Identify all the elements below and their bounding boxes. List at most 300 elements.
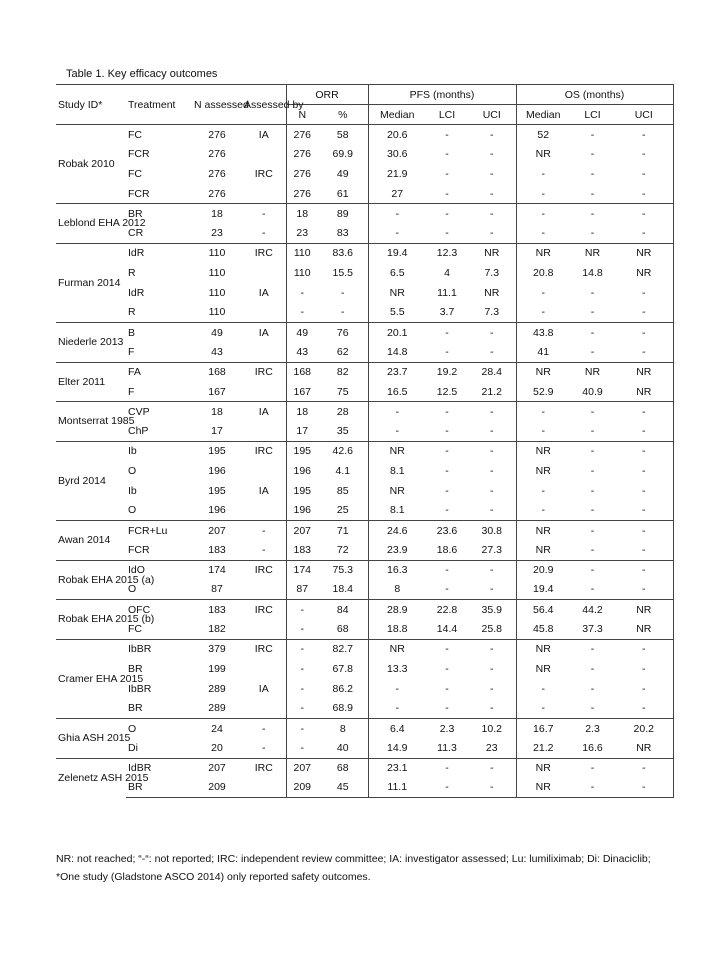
os-uci-cell: - bbox=[615, 659, 673, 679]
orr-pct-cell: 42.6 bbox=[318, 441, 368, 461]
pfs-lci-cell: - bbox=[426, 778, 468, 798]
pfs-lci-cell: - bbox=[445, 345, 449, 358]
orr-n-cell: 87 bbox=[286, 580, 318, 600]
os-lci-cell: 16.6 bbox=[582, 741, 603, 754]
orr-n-cell: 276 bbox=[286, 144, 318, 164]
pfs-uci-cell: 27.3 bbox=[481, 543, 502, 556]
os-uci-cell: - bbox=[615, 501, 673, 521]
n-assessed-cell: 17 bbox=[211, 425, 223, 438]
os-lci-cell: - bbox=[590, 306, 595, 319]
header-orr-n: N bbox=[286, 105, 318, 125]
orr-pct-cell: 67.8 bbox=[332, 662, 353, 675]
pfs-uci-cell: - bbox=[468, 758, 516, 778]
study-group bbox=[56, 560, 673, 600]
os-median-cell: NR bbox=[516, 540, 570, 560]
os-lci-cell: - bbox=[590, 504, 595, 517]
orr-n-cell: 195 bbox=[286, 441, 318, 461]
pfs-lci-cell: - bbox=[445, 662, 449, 675]
orr-n-cell: 167 bbox=[286, 382, 318, 402]
pfs-lci-cell: - bbox=[426, 402, 468, 422]
n-assessed-cell: 207 bbox=[192, 758, 242, 778]
os-lci-cell: - bbox=[590, 464, 595, 477]
orr-pct-cell: - bbox=[341, 286, 345, 299]
os-lci-cell: NR bbox=[570, 243, 615, 263]
study-group bbox=[56, 362, 673, 402]
orr-pct-cell: 68 bbox=[336, 623, 349, 636]
n-assessed-cell: 276 bbox=[208, 148, 226, 161]
pfs-uci-cell: - bbox=[468, 778, 516, 798]
pfs-median-cell: 8.1 bbox=[368, 461, 426, 481]
table-row bbox=[56, 501, 673, 521]
pfs-lci-cell: - bbox=[445, 682, 449, 695]
orr-n-cell: 110 bbox=[286, 263, 318, 283]
os-lci-cell: - bbox=[570, 778, 615, 798]
treatment-cell: BR bbox=[128, 662, 143, 675]
assessed-by-cell: - bbox=[262, 741, 266, 754]
os-median-cell: 52 bbox=[516, 125, 570, 145]
assessed-by-cell: IRC bbox=[242, 639, 286, 659]
os-median-cell: 43.8 bbox=[516, 322, 570, 342]
table-row bbox=[56, 461, 673, 481]
treatment-cell: F bbox=[128, 385, 135, 398]
orr-pct-cell: 58 bbox=[318, 125, 368, 145]
orr-n-cell: 196 bbox=[286, 501, 318, 521]
orr-n-cell: - bbox=[286, 679, 318, 699]
n-assessed-cell: 289 bbox=[208, 702, 226, 715]
orr-pct-cell: 69.9 bbox=[332, 148, 353, 161]
pfs-uci-cell: - bbox=[490, 702, 494, 715]
os-uci-cell: - bbox=[615, 402, 673, 422]
assessed-by-cell: - bbox=[262, 227, 266, 240]
pfs-uci-cell: 21.2 bbox=[481, 385, 502, 398]
pfs-uci-cell: - bbox=[490, 682, 494, 695]
treatment-cell: IdR bbox=[126, 243, 192, 263]
pfs-median-cell: 6.5 bbox=[368, 263, 426, 283]
os-uci-cell: - bbox=[615, 758, 673, 778]
os-median-cell: 45.8 bbox=[516, 619, 570, 639]
orr-pct-cell: 82.7 bbox=[318, 639, 368, 659]
os-uci-cell: - bbox=[615, 322, 673, 342]
pfs-median-cell: 5.5 bbox=[368, 303, 426, 323]
pfs-uci-cell: - bbox=[490, 464, 494, 477]
os-lci-cell: - bbox=[590, 662, 595, 675]
pfs-lci-cell: 2.3 bbox=[426, 718, 468, 738]
n-assessed-cell: 49 bbox=[192, 322, 242, 342]
pfs-lci-cell: - bbox=[426, 758, 468, 778]
table-row bbox=[56, 164, 673, 184]
study-id-cell: Ghia ASH 2015 bbox=[56, 718, 126, 758]
pfs-lci-cell: - bbox=[445, 583, 449, 596]
os-lci-cell: - bbox=[570, 520, 615, 540]
table-row bbox=[56, 421, 673, 441]
orr-pct-cell: 85 bbox=[336, 484, 349, 497]
table-row bbox=[56, 520, 673, 540]
assessed-by-cell bbox=[242, 699, 286, 719]
os-uci-cell: - bbox=[615, 778, 673, 798]
os-uci-cell: - bbox=[615, 303, 673, 323]
assessed-by-cell bbox=[242, 619, 286, 639]
study-id-cell: Robak EHA 2015 (a) bbox=[56, 560, 126, 600]
pfs-uci-cell: 30.8 bbox=[468, 520, 516, 540]
pfs-median-cell: 16.5 bbox=[368, 382, 426, 402]
n-assessed-cell: 24 bbox=[192, 718, 242, 738]
assessed-by-cell: IRC bbox=[254, 167, 273, 180]
study-group bbox=[56, 520, 673, 560]
n-assessed-cell: 183 bbox=[192, 600, 242, 620]
os-uci-cell: - bbox=[615, 441, 673, 461]
assessed-by-cell: IRC bbox=[242, 758, 286, 778]
pfs-lci-cell: - bbox=[445, 227, 449, 240]
n-assessed-cell: 195 bbox=[208, 484, 226, 497]
table-row bbox=[56, 441, 673, 461]
treatment-cell: BR bbox=[128, 702, 143, 715]
pfs-lci-cell: - bbox=[426, 204, 468, 224]
n-assessed-cell: 196 bbox=[208, 464, 226, 477]
orr-pct-cell: 82 bbox=[318, 362, 368, 382]
os-lci-cell: - bbox=[570, 125, 615, 145]
table-row bbox=[56, 184, 673, 204]
orr-pct-cell: 25 bbox=[336, 504, 349, 517]
orr-pct-cell: 84 bbox=[318, 600, 368, 620]
os-lci-cell: - bbox=[590, 167, 595, 180]
os-lci-cell: - bbox=[590, 148, 595, 161]
pfs-uci-cell: - bbox=[490, 583, 494, 596]
os-lci-cell: 14.8 bbox=[582, 266, 603, 279]
pfs-median-cell: 18.8 bbox=[368, 619, 426, 639]
n-assessed-cell: 43 bbox=[211, 345, 223, 358]
pfs-uci-cell: - bbox=[468, 560, 516, 580]
os-uci-cell: NR bbox=[615, 263, 673, 283]
os-median-cell: - bbox=[516, 421, 570, 441]
table-row bbox=[56, 758, 673, 778]
assessed-by-cell: - bbox=[242, 204, 286, 224]
orr-n-cell: - bbox=[286, 619, 318, 639]
header-os-uci: UCI bbox=[615, 105, 673, 125]
pfs-median-cell: 13.3 bbox=[368, 659, 426, 679]
orr-pct-cell: 89 bbox=[318, 204, 368, 224]
pfs-median-cell: 23.7 bbox=[368, 362, 426, 382]
n-assessed-cell: 379 bbox=[192, 639, 242, 659]
pfs-uci-cell: - bbox=[490, 345, 494, 358]
os-lci-cell: - bbox=[570, 204, 615, 224]
header-os-lci: LCI bbox=[570, 105, 615, 125]
pfs-median-cell: NR bbox=[368, 481, 426, 501]
os-lci-cell: - bbox=[590, 543, 595, 556]
study-group bbox=[56, 322, 673, 362]
orr-pct-cell: 68.9 bbox=[332, 702, 353, 715]
treatment-cell: FC bbox=[128, 623, 142, 636]
treatment-cell: IbBR bbox=[126, 639, 192, 659]
pfs-uci-cell: - bbox=[468, 441, 516, 461]
study-id-cell: Robak 2010 bbox=[56, 125, 126, 204]
assessed-by-cell: IRC bbox=[242, 560, 286, 580]
n-assessed-cell: 289 bbox=[208, 682, 226, 695]
assessed-by-cell: IRC bbox=[242, 600, 286, 620]
pfs-lci-cell: 23.6 bbox=[426, 520, 468, 540]
header-orr-pct: % bbox=[318, 105, 368, 125]
os-median-cell: NR bbox=[516, 441, 570, 461]
os-median-cell: - bbox=[516, 679, 570, 699]
os-median-cell: - bbox=[516, 283, 570, 303]
orr-pct-cell: 72 bbox=[336, 543, 349, 556]
header-n-assessed: N assessed bbox=[192, 85, 242, 125]
pfs-uci-cell: - bbox=[468, 322, 516, 342]
treatment-cell: FC bbox=[128, 167, 142, 180]
table-row bbox=[56, 402, 673, 422]
os-lci-cell: 2.3 bbox=[570, 718, 615, 738]
pfs-median-cell: - bbox=[368, 699, 426, 719]
orr-pct-cell: 83.6 bbox=[318, 243, 368, 263]
assessed-by-cell: IA bbox=[242, 125, 286, 145]
pfs-lci-cell: - bbox=[445, 148, 449, 161]
os-uci-cell: - bbox=[615, 223, 673, 243]
orr-n-cell: 195 bbox=[286, 481, 318, 501]
orr-n-cell: - bbox=[286, 639, 318, 659]
table-footnote: NR: not reached; “-“: not reported; IRC: independent review committee; IA: investigator assessed; Lu: lumiliximab; Di: Dinaciclib; *One study (Gladstone ASCO 2014) only reported safety outcomes. bbox=[56, 853, 651, 883]
orr-n-cell: 110 bbox=[286, 243, 318, 263]
pfs-uci-cell: 28.4 bbox=[468, 362, 516, 382]
pfs-lci-cell: - bbox=[426, 560, 468, 580]
os-lci-cell: - bbox=[590, 187, 595, 200]
assessed-by-cell bbox=[242, 461, 286, 481]
os-median-cell: NR bbox=[516, 461, 570, 481]
os-uci-cell: - bbox=[615, 283, 673, 303]
treatment-cell: FCR bbox=[128, 543, 150, 556]
os-lci-cell: - bbox=[590, 484, 595, 497]
os-uci-cell: - bbox=[615, 144, 673, 164]
assessed-by-cell bbox=[242, 263, 286, 283]
pfs-uci-cell: - bbox=[468, 402, 516, 422]
pfs-uci-cell: - bbox=[468, 639, 516, 659]
os-lci-cell: NR bbox=[570, 362, 615, 382]
assessed-by-cell bbox=[242, 303, 286, 323]
pfs-lci-cell: 18.6 bbox=[436, 543, 458, 556]
table-row bbox=[56, 283, 673, 303]
n-assessed-cell: 18 bbox=[192, 402, 242, 422]
pfs-uci-cell: - bbox=[490, 167, 494, 180]
table-row bbox=[56, 738, 673, 758]
n-assessed-cell: 276 bbox=[208, 167, 226, 180]
os-uci-cell: - bbox=[615, 639, 673, 659]
pfs-median-cell: - bbox=[368, 679, 426, 699]
pfs-median-cell: 11.1 bbox=[368, 778, 426, 798]
os-uci-cell: - bbox=[615, 204, 673, 224]
n-assessed-cell: 23 bbox=[211, 227, 223, 240]
os-lci-cell: - bbox=[590, 682, 595, 695]
assessed-by-cell bbox=[242, 778, 286, 798]
pfs-lci-cell: - bbox=[445, 484, 449, 497]
assessed-by-cell bbox=[242, 421, 286, 441]
pfs-median-cell: 8 bbox=[368, 580, 426, 600]
pfs-median-cell: 24.6 bbox=[368, 520, 426, 540]
pfs-median-cell: - bbox=[368, 402, 426, 422]
orr-pct-cell: 68 bbox=[318, 758, 368, 778]
assessed-by-cell: IRC bbox=[242, 243, 286, 263]
n-assessed-cell: 87 bbox=[211, 583, 223, 596]
orr-n-cell: 196 bbox=[286, 461, 318, 481]
pfs-lci-cell: 14.4 bbox=[436, 623, 458, 636]
os-uci-cell: NR bbox=[615, 738, 673, 758]
assessed-by-cell: IA bbox=[258, 682, 269, 695]
treatment-cell: Ib bbox=[128, 484, 137, 497]
table-row bbox=[56, 223, 673, 243]
os-lci-cell: - bbox=[570, 560, 615, 580]
treatment-cell: FCR+Lu bbox=[126, 520, 192, 540]
os-median-cell: - bbox=[516, 204, 570, 224]
table-row bbox=[56, 659, 673, 679]
orr-n-cell: 23 bbox=[286, 223, 318, 243]
orr-pct-cell: 28 bbox=[318, 402, 368, 422]
os-uci-cell: - bbox=[615, 184, 673, 204]
orr-pct-cell: 35 bbox=[336, 425, 349, 438]
orr-pct-cell: 71 bbox=[318, 520, 368, 540]
os-median-cell: - bbox=[516, 303, 570, 323]
n-assessed-cell: 276 bbox=[192, 125, 242, 145]
orr-pct-cell: 61 bbox=[336, 187, 349, 200]
n-assessed-cell: 110 bbox=[192, 243, 242, 263]
os-lci-cell: - bbox=[570, 639, 615, 659]
os-median-cell: NR bbox=[516, 144, 570, 164]
os-median-cell: 21.2 bbox=[516, 738, 570, 758]
os-lci-cell: - bbox=[590, 286, 595, 299]
os-median-cell: 20.9 bbox=[516, 560, 570, 580]
n-assessed-cell: 110 bbox=[208, 266, 226, 279]
os-lci-cell: 40.9 bbox=[582, 385, 603, 398]
orr-n-cell: 276 bbox=[286, 164, 318, 184]
orr-pct-cell: 62 bbox=[336, 345, 349, 358]
table-row bbox=[56, 382, 673, 402]
header-os: OS (months) bbox=[516, 85, 673, 105]
orr-pct-cell: - bbox=[341, 306, 345, 319]
pfs-lci-cell: - bbox=[445, 187, 449, 200]
table-row bbox=[56, 144, 673, 164]
pfs-median-cell: 23.1 bbox=[368, 758, 426, 778]
os-lci-cell: - bbox=[570, 758, 615, 778]
pfs-lci-cell: - bbox=[445, 504, 449, 517]
orr-pct-cell: 45 bbox=[318, 778, 368, 798]
assessed-by-cell: - bbox=[242, 718, 286, 738]
assessed-by-cell: - bbox=[262, 543, 266, 556]
pfs-median-cell: 20.6 bbox=[368, 125, 426, 145]
os-uci-cell: - bbox=[615, 342, 673, 362]
assessed-by-cell: IA bbox=[242, 322, 286, 342]
treatment-cell: FA bbox=[126, 362, 192, 382]
n-assessed-cell: 110 bbox=[208, 286, 226, 299]
study-group bbox=[56, 600, 673, 640]
pfs-uci-cell: - bbox=[490, 148, 494, 161]
os-uci-cell: NR bbox=[615, 362, 673, 382]
header-pfs-median: Median bbox=[368, 105, 426, 125]
table-row bbox=[56, 600, 673, 620]
n-assessed-cell: 167 bbox=[208, 385, 226, 398]
n-assessed-cell: 182 bbox=[208, 623, 226, 636]
pfs-lci-cell: 22.8 bbox=[426, 600, 468, 620]
os-uci-cell: - bbox=[615, 540, 673, 560]
treatment-cell: R bbox=[128, 266, 136, 279]
study-id-cell: Furman 2014 bbox=[56, 243, 126, 322]
pfs-uci-cell: - bbox=[490, 187, 494, 200]
os-median-cell: - bbox=[516, 164, 570, 184]
os-median-cell: 20.8 bbox=[516, 263, 570, 283]
pfs-median-cell: 6.4 bbox=[368, 718, 426, 738]
treatment-cell: FCR bbox=[128, 148, 150, 161]
treatment-cell: O bbox=[126, 718, 192, 738]
os-median-cell: NR bbox=[516, 520, 570, 540]
study-group bbox=[56, 243, 673, 322]
orr-pct-cell: 49 bbox=[336, 167, 349, 180]
table-row bbox=[56, 699, 673, 719]
table-row bbox=[56, 362, 673, 382]
pfs-lci-cell: - bbox=[445, 464, 449, 477]
treatment-cell: Di bbox=[128, 741, 138, 754]
header-pfs-uci: UCI bbox=[468, 105, 516, 125]
assessed-by-cell bbox=[242, 184, 286, 204]
orr-n-cell: - bbox=[286, 283, 318, 303]
orr-pct-cell: 75 bbox=[336, 385, 349, 398]
os-uci-cell: 20.2 bbox=[615, 718, 673, 738]
pfs-uci-cell: - bbox=[490, 504, 494, 517]
os-lci-cell: - bbox=[590, 345, 595, 358]
pfs-median-cell: NR bbox=[368, 441, 426, 461]
treatment-cell: BR bbox=[126, 778, 192, 798]
treatment-cell: Ib bbox=[126, 441, 192, 461]
orr-n-cell: 18 bbox=[286, 204, 318, 224]
header-study-id: Study ID* bbox=[56, 85, 126, 125]
assessed-by-cell bbox=[242, 342, 286, 362]
table-row bbox=[56, 560, 673, 580]
n-assessed-cell: 207 bbox=[192, 520, 242, 540]
orr-pct-cell: 18.4 bbox=[332, 583, 353, 596]
table-row bbox=[56, 243, 673, 263]
pfs-uci-cell: - bbox=[468, 204, 516, 224]
orr-n-cell: 276 bbox=[286, 125, 318, 145]
orr-pct-cell: 15.5 bbox=[332, 266, 353, 279]
orr-n-cell: - bbox=[286, 600, 318, 620]
treatment-cell: IdR bbox=[128, 286, 145, 299]
orr-pct-cell: 8 bbox=[318, 718, 368, 738]
pfs-lci-cell: 3.7 bbox=[439, 306, 455, 319]
assessed-by-cell: IRC bbox=[242, 362, 286, 382]
efficacy-table bbox=[56, 84, 674, 798]
header-pfs-lci: LCI bbox=[426, 105, 468, 125]
os-median-cell: - bbox=[516, 402, 570, 422]
pfs-lci-cell: 11.3 bbox=[437, 741, 457, 754]
pfs-median-cell: 14.8 bbox=[368, 342, 426, 362]
pfs-lci-cell: 12.3 bbox=[426, 243, 468, 263]
study-group bbox=[56, 125, 673, 204]
pfs-median-cell: 20.1 bbox=[368, 322, 426, 342]
treatment-cell: FC bbox=[126, 125, 192, 145]
os-uci-cell: - bbox=[615, 580, 673, 600]
os-uci-cell: NR bbox=[615, 243, 673, 263]
pfs-lci-cell: 12.5 bbox=[436, 385, 458, 398]
orr-n-cell: 174 bbox=[286, 560, 318, 580]
os-lci-cell: - bbox=[570, 402, 615, 422]
pfs-uci-cell: - bbox=[490, 425, 494, 438]
treatment-cell: IdBR bbox=[126, 758, 192, 778]
os-uci-cell: NR bbox=[615, 619, 673, 639]
table-caption: Table 1. Key efficacy outcomes bbox=[66, 68, 218, 80]
os-lci-cell: 44.2 bbox=[570, 600, 615, 620]
table-row bbox=[56, 125, 673, 145]
treatment-cell: O bbox=[128, 583, 137, 596]
study-id-cell: Leblond EHA 2012 bbox=[56, 204, 126, 244]
pfs-lci-cell: - bbox=[426, 322, 468, 342]
os-lci-cell: - bbox=[590, 425, 595, 438]
n-assessed-cell: 110 bbox=[208, 306, 226, 319]
n-assessed-cell: 174 bbox=[192, 560, 242, 580]
table-row bbox=[56, 342, 673, 362]
